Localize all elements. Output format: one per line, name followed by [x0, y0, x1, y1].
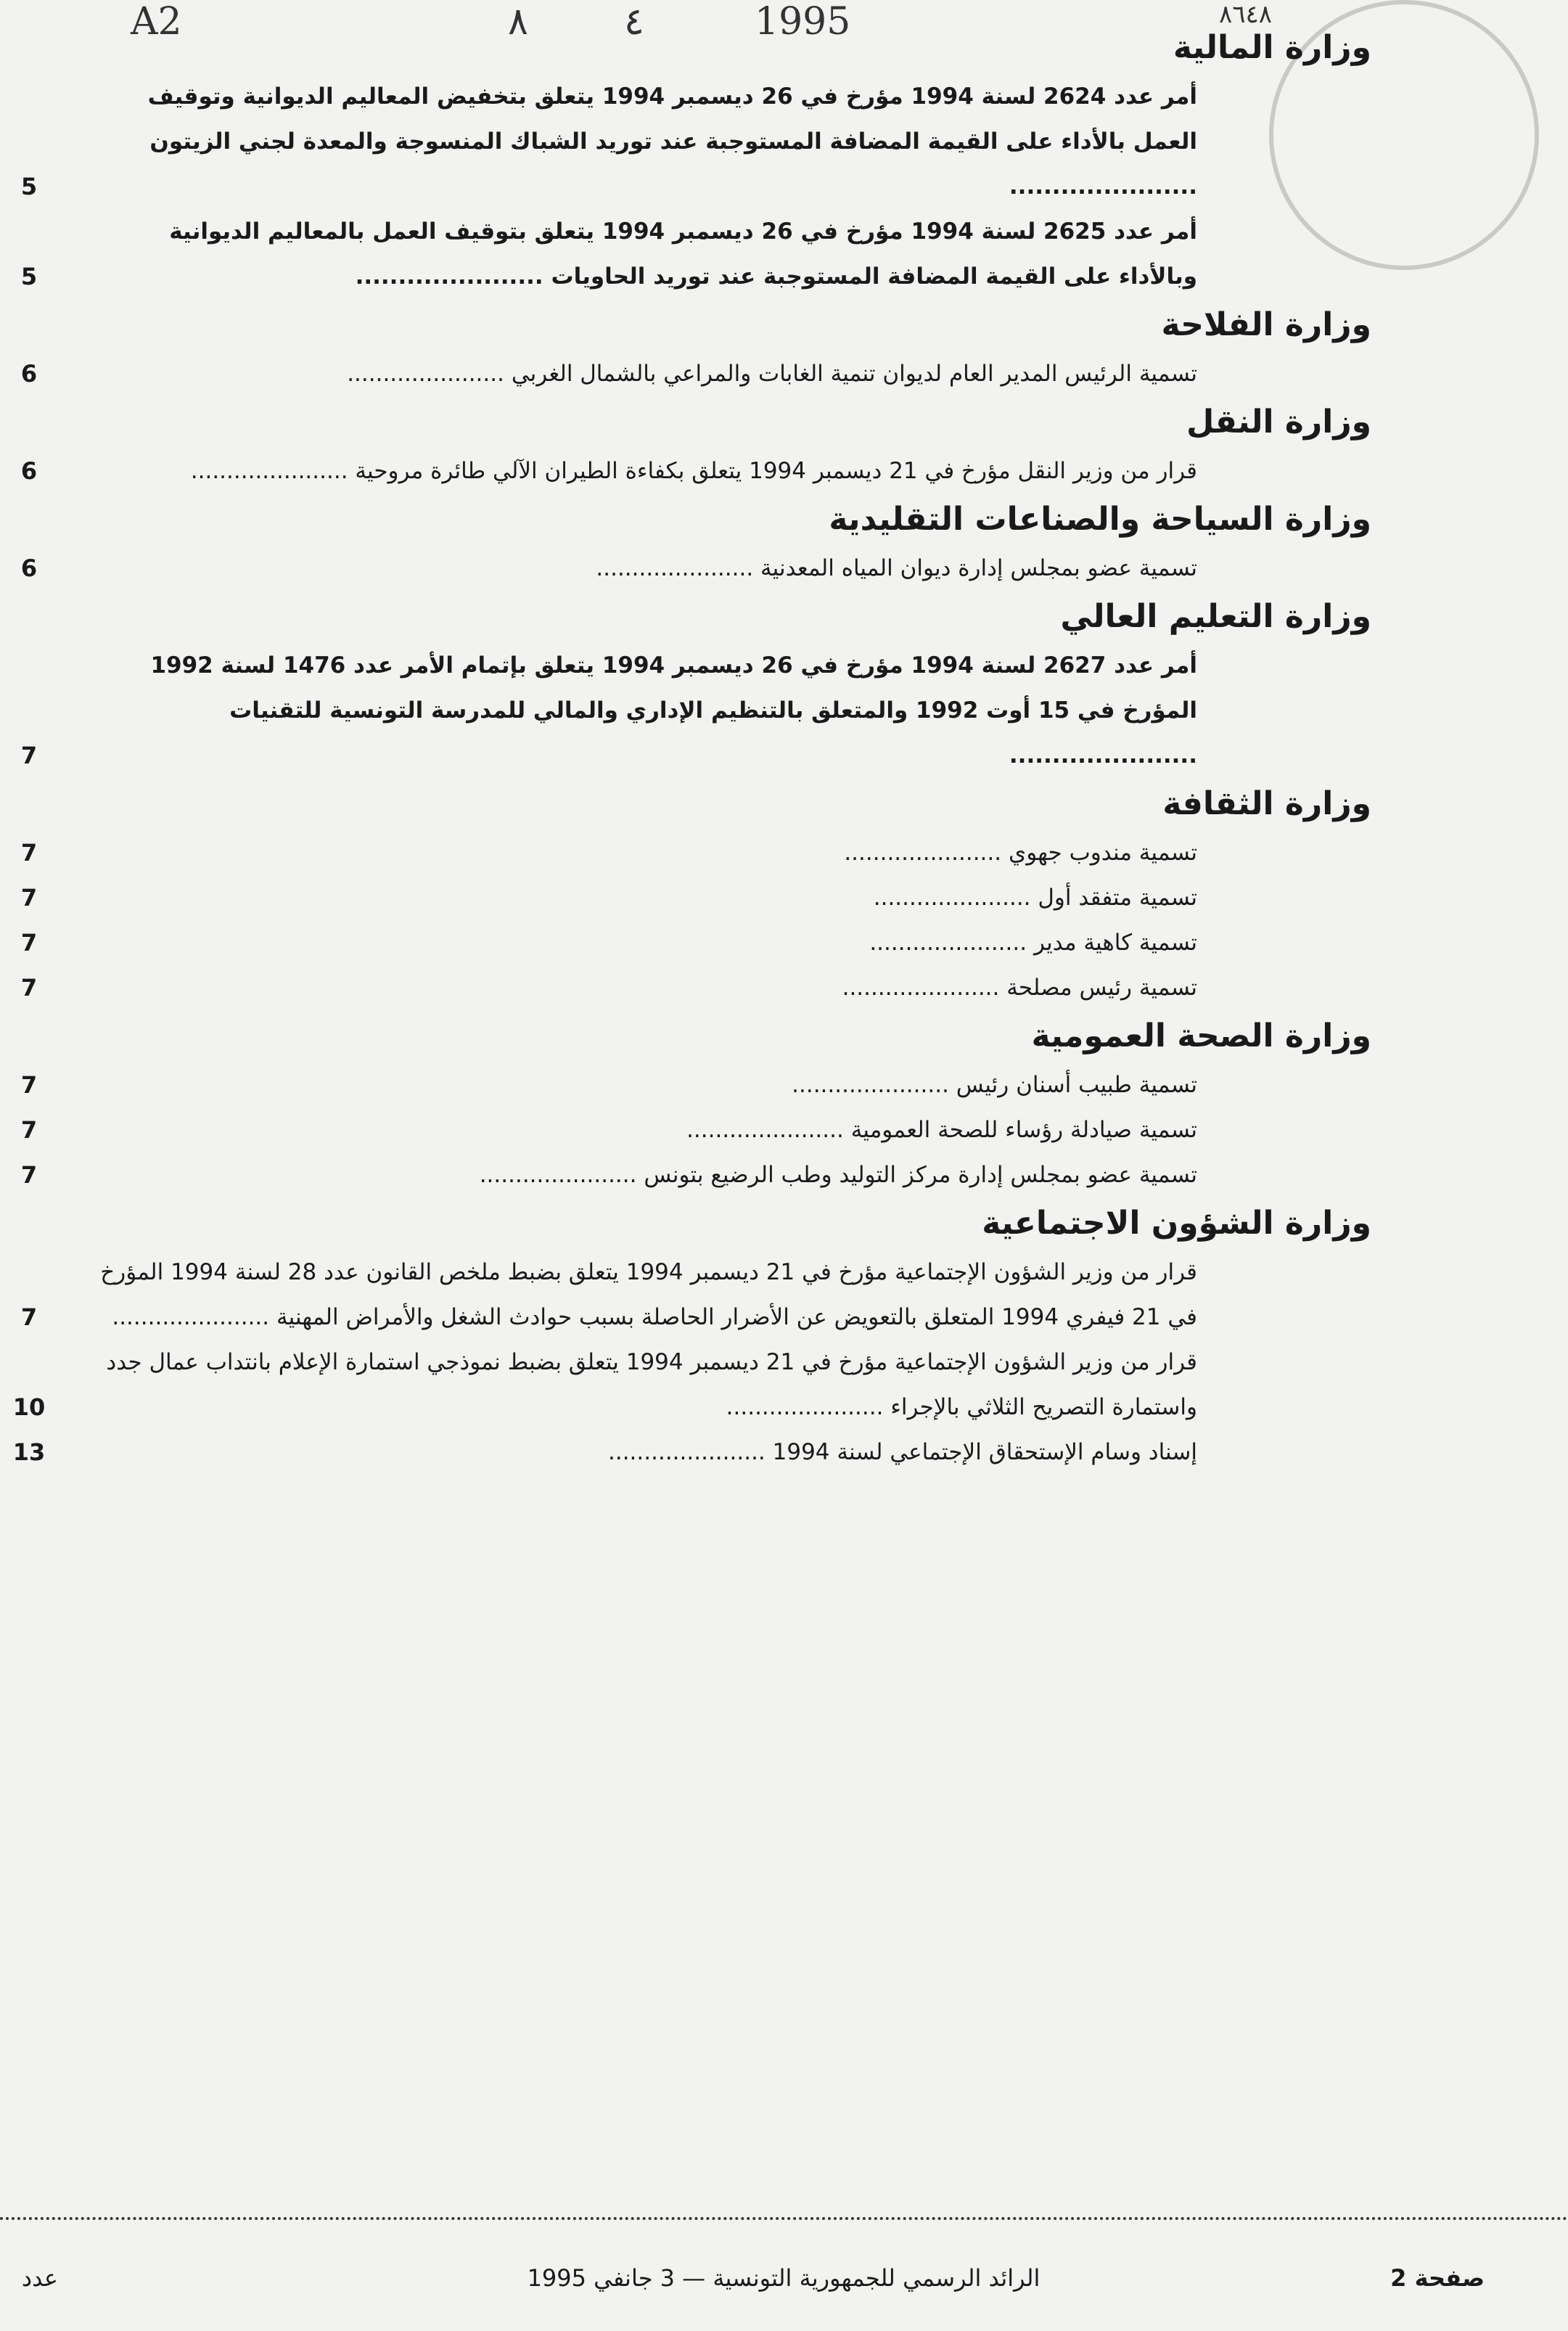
dot-leader: ......................	[1009, 173, 1197, 200]
entry-text: تسمية طبيب أسنان رئيس ......................	[792, 1072, 1197, 1098]
entry-text: أمر عدد 2627 لسنة 1994 مؤرخ في 26 ديسمبر 1994 يتعلق بإتمام الأمر عدد 1476 لسنة 1992 المؤرخ في 15 أوت 1992 والمتعلق بالتنظيم الإداري والمالي للمدرسة التونسية للتقنيات ......................	[150, 652, 1197, 769]
toc-entry	[12, 1430, 1371, 1475]
entry-page-number: 13	[12, 1438, 46, 1466]
entry-text: تسمية عضو بمجلس إدارة مركز التوليد وطب الرضيع بتونس ......................	[479, 1162, 1197, 1188]
dot-leader: ......................	[686, 1117, 851, 1143]
ministry-section	[20, 778, 1371, 1010]
entry-text: تسمية صيادلة رؤساء للصحة العمومية ......................	[686, 1117, 1197, 1143]
entry-page-number: 5	[20, 263, 38, 290]
ministry-heading: وزارة السياحة والصناعات التقليدية	[829, 501, 1371, 538]
toc-entry	[20, 448, 1371, 493]
page-number-label: صفحة 2	[1390, 2264, 1485, 2292]
handwritten-mark: ٨٦٤٨	[1219, 0, 1273, 29]
dot-leader: ......................	[726, 1394, 891, 1420]
dot-leader: ......................	[596, 555, 761, 581]
handwritten-mark: ٤	[624, 0, 644, 44]
ministry-section	[20, 22, 1371, 299]
entry-page-number: 7	[20, 929, 38, 956]
entry-text: قرار من وزير النقل مؤرخ في 21 ديسمبر 1994 يتعلق بكفاءة الطيران الآلي طائرة مروحية ......................	[190, 458, 1197, 484]
toc-entry	[20, 830, 1371, 875]
entry-text: تسمية كاهية مدير ......................	[869, 930, 1197, 956]
entry-text: تسمية متفقد أول ......................	[873, 885, 1197, 911]
ministry-heading: وزارة النقل	[1186, 403, 1371, 441]
toc-entry	[20, 351, 1371, 396]
ministry-heading: وزارة الثقافة	[1162, 785, 1371, 822]
entry-page-number: 6	[20, 360, 38, 388]
page-footer	[0, 2264, 1568, 2308]
journal-title: الرائد الرسمي للجمهورية التونسية — 3 جانفي 1995	[527, 2264, 1040, 2292]
toc-entry	[20, 643, 1371, 778]
entry-text: أمر عدد 2625 لسنة 1994 مؤرخ في 26 ديسمبر 1994 يتعلق بتوقيف العمل بالمعاليم الديوانية وبالأداء على القيمة المضافة المستوجبة عند توريد الحاويات ......................	[169, 218, 1197, 290]
ministry-heading: وزارة الفلاحة	[1161, 306, 1371, 343]
toc-entry	[20, 1107, 1371, 1152]
ministry-section	[20, 493, 1371, 591]
entry-text: إسناد وسام الإستحقاق الإجتماعي لسنة 1994 ......................	[607, 1439, 1197, 1465]
entry-page-number: 7	[20, 1071, 38, 1099]
dot-leader: ......................	[873, 885, 1038, 911]
entry-text: تسمية رئيس مصلحة ......................	[842, 975, 1197, 1001]
ministry-heading: وزارة الصحة العمومية	[1031, 1017, 1371, 1054]
ministry-section	[20, 396, 1371, 493]
entry-text: قرار من وزير الشؤون الإجتماعية مؤرخ في 21 ديسمبر 1994 يتعلق بضبط ملخص القانون عدد 28 لسنة 1994 المؤرخ في 21 فيفري 1994 المتعلق بالتعويض عن الأضرار الحاصلة بسبب حوادث الشغل والأمراض المهنية ......................	[100, 1259, 1197, 1330]
toc-entry	[20, 1062, 1371, 1107]
ministry-section	[20, 299, 1371, 396]
dot-leader: ......................	[869, 930, 1034, 956]
entry-text: تسمية مندوب جهوي ......................	[844, 840, 1197, 866]
entry-page-number: 7	[20, 1303, 38, 1331]
table-of-contents	[12, 22, 1371, 1475]
handwritten-mark: ٨	[508, 0, 528, 44]
entry-page-number: 10	[12, 1393, 46, 1421]
toc-entry	[20, 965, 1371, 1010]
toc-entry	[12, 1340, 1371, 1430]
entry-page-number: 7	[20, 1161, 38, 1189]
entry-text: تسمية الرئيس المدير العام لديوان تنمية الغابات والمراعي بالشمال الغربي ......................	[347, 361, 1197, 387]
entry-page-number: 5	[20, 173, 38, 200]
ministry-section	[20, 1010, 1371, 1197]
entry-text: قرار من وزير الشؤون الإجتماعية مؤرخ في 21 ديسمبر 1994 يتعلق بضبط نموذجي استمارة الإعلام بانتداب عمال جدد واستمارة التصريح الثلاثي بالإجراء ......................	[106, 1349, 1197, 1420]
entry-page-number: 6	[20, 457, 38, 485]
dot-leader: ......................	[1009, 742, 1197, 769]
toc-entry	[20, 209, 1371, 299]
dot-leader: ......................	[190, 458, 356, 484]
dot-leader: ......................	[479, 1162, 644, 1188]
ministry-heading: وزارة المالية	[1173, 29, 1371, 66]
entry-page-number: 7	[20, 974, 38, 1001]
footer-divider	[0, 2217, 1568, 2220]
dot-leader: ......................	[355, 263, 551, 290]
entry-text: تسمية عضو بمجلس إدارة ديوان المياه المعدنية ......................	[596, 555, 1197, 581]
dot-leader: ......................	[112, 1304, 276, 1330]
dot-leader: ......................	[844, 840, 1009, 866]
toc-entry	[20, 546, 1371, 591]
ministry-section	[20, 591, 1371, 778]
entry-page-number: 7	[20, 884, 38, 911]
entry-page-number: 7	[20, 839, 38, 867]
ministry-heading: وزارة التعليم العالي	[1060, 598, 1371, 635]
entry-page-number: 6	[20, 554, 38, 582]
entry-page-number: 7	[20, 1116, 38, 1144]
toc-entry	[20, 920, 1371, 965]
toc-entry	[20, 1250, 1371, 1340]
entry-page-number: 7	[20, 742, 38, 769]
toc-entry	[20, 74, 1371, 209]
edge-text: عدد	[21, 2264, 58, 2292]
dot-leader: ......................	[347, 361, 512, 387]
ministry-heading: وزارة الشؤون الاجتماعية	[982, 1205, 1371, 1242]
dot-leader: ......................	[792, 1072, 956, 1098]
toc-entry	[20, 1152, 1371, 1197]
dot-leader: ......................	[842, 975, 1007, 1001]
toc-entry	[20, 875, 1371, 920]
entry-text: أمر عدد 2624 لسنة 1994 مؤرخ في 26 ديسمبر 1994 يتعلق بتخفيض المعاليم الديوانية وتوقيف العمل بالأداء على القيمة المضافة المستوجبة عند توريد الشباك المنسوجة والمعدة لجني الزيتون ......................	[147, 83, 1197, 200]
dot-leader: ......................	[607, 1439, 773, 1465]
ministry-section	[12, 1197, 1371, 1475]
handwritten-mark: A2	[131, 0, 182, 44]
handwritten-mark: 1995	[755, 0, 851, 44]
